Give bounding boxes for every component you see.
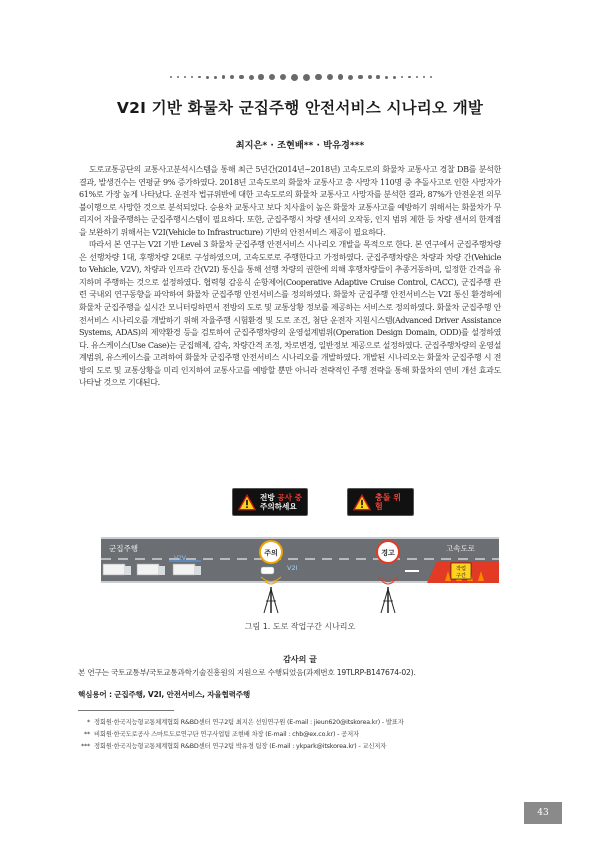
footnote-1-text: 정회원·한국지능형교통체계협회 R&BD센터 연구2팀 최지은 선임연구원 (E-mail : jieun620@itskorea.kr) - 발표자 bbox=[94, 719, 404, 726]
header-dot bbox=[222, 75, 226, 79]
header-dot bbox=[291, 74, 298, 81]
header-dot bbox=[416, 76, 418, 78]
header-dot bbox=[303, 74, 310, 81]
header-dot bbox=[315, 74, 322, 81]
header-dot bbox=[376, 75, 380, 79]
caution-bubble bbox=[260, 541, 282, 563]
vms-sign-construction bbox=[232, 488, 308, 516]
sign1-line1: 전방 bbox=[260, 492, 275, 502]
header-dot bbox=[214, 76, 217, 79]
paper-title: V2I 기반 화물차 군집주행 안전서비스 시나리오 개발 bbox=[116, 99, 484, 117]
header-dot bbox=[423, 76, 425, 78]
car-icon bbox=[261, 567, 274, 574]
abstract-body bbox=[79, 164, 501, 390]
footnote-2 bbox=[80, 729, 520, 738]
work-zone-label-2: 구간 bbox=[455, 573, 467, 579]
warning-triangle-icon bbox=[238, 494, 256, 511]
warning-bubble bbox=[377, 541, 399, 563]
header-dot bbox=[170, 76, 172, 78]
header-dot bbox=[191, 76, 194, 79]
acknowledgement-text: 본 연구는 국토교통부/국토교통과학기술진흥원의 지원으로 수행되었음(과제번호 19TLRP-B147674-02). bbox=[78, 668, 416, 677]
footnote-3-mark: *** bbox=[81, 743, 90, 750]
warning-triangle-icon bbox=[353, 494, 371, 511]
acknowledgement-title: 감사의 글 bbox=[283, 655, 317, 664]
header-dot bbox=[230, 75, 234, 79]
abstract-paragraph-2: 따라서 본 연구는 V2I 기반 Level 3 화물차 군집주행 안전서비스 시나리오 개발을 목적으로 한다. 본 연구에서 군집주행차량은 선행차량 1대, 후행차량 2대로 구성하였으며, 고속도로로 주행한다고 가정하였다. 군집주행차량은 차량과 차량 간(Vehicle to Vehicle, V2V), 차량과 인프라 간(V2I) 통신을 통해 선행 차량의 권한에 의해 후행차량들이 추종거동하며, 일정한 간격을 유지하며 주행하는 것으로 설정하였다. 협력형 감응식 순항제어(Cooperative Adaptive Cruise Control, CACC), 군집주행 관련 국내외 연구동향을 파악하여 화물차 군집주행 안전서비스를 정의하였다. 화물차 군집주행 안전서비스는 V2I 통신 환경하에 화물차 군집주행을 실시간 모니터링하면서 전방의 도로 및 교통상황 정보를 제공하는 서비스로 정의하였다. 화물차 군집주행 안전서비스 시나리오를 개발하기 위해 자율주행 시험환경 및 도로 조건, 첨단 운전자 지원시스템(Advanced Driver Assistance Systems, ADAS)의 제약환경 등을 검토하여 군집주행차량의 운영설계범위(Operation Design Domain, ODD)를 설정하였다. 유스케이스(Use Case)는 군집해제, 감속, 차량간격 조정, 차로변경, 일반정보 제공으로 설정하였다. 군집주행차량의 운영설계범위, 유스케이스를 고려하여 화물차 군집주행 안전서비스 시나리오를 개발하였다. 개발된 시나리오는 화물차 군집주행 시 전방의 도로 및 교통상황을 미리 인지하여 교통사고를 예방할 뿐만 아니라 전략적인 주행 전략을 통해 화물차의 연비 개선 효과도 나타날 것으로 기대된다. bbox=[79, 240, 501, 388]
author-list: 최지은* · 조현배** · 박유경*** bbox=[235, 140, 365, 151]
header-dot bbox=[198, 76, 201, 79]
header-dot bbox=[393, 76, 396, 79]
label-expressway: 고속도로 bbox=[446, 544, 475, 553]
page-number: 43 bbox=[524, 802, 562, 824]
header-dot bbox=[408, 76, 411, 79]
header-dot bbox=[401, 76, 404, 79]
header-dot bbox=[269, 74, 275, 80]
warning-label: 경고 bbox=[381, 549, 395, 557]
footnote-rule bbox=[78, 710, 174, 711]
header-dot bbox=[280, 74, 287, 81]
keywords: 핵심용어 : 군집주행, V2I, 안전서비스, 자율협력주행 bbox=[78, 690, 251, 699]
header-dot bbox=[177, 76, 179, 78]
header-dot bbox=[368, 75, 372, 79]
footnote-3 bbox=[80, 741, 520, 750]
header-dot bbox=[258, 74, 264, 80]
header-dot-row bbox=[170, 70, 432, 84]
work-zone-label-1: 작업 bbox=[455, 566, 467, 572]
sign1-line2: 주의하세요 bbox=[260, 502, 297, 511]
road-scenario-figure bbox=[101, 537, 499, 615]
caution-label: 주의 bbox=[264, 549, 278, 557]
header-dot bbox=[358, 75, 363, 80]
footnote-1 bbox=[80, 717, 520, 726]
footnote-2-mark: ** bbox=[84, 731, 90, 738]
vms-sign-collision bbox=[347, 488, 414, 516]
header-dot bbox=[385, 76, 388, 79]
header-dot bbox=[338, 74, 344, 80]
footnote-2-text: 비회원·한국도로공사 스마트도로연구단 연구사업팀 조현배 차장 (E-mail : chb@ex.co.kr) - 공저자 bbox=[94, 731, 359, 738]
header-dot bbox=[249, 75, 254, 80]
header-dot bbox=[327, 74, 333, 80]
road-edge-top bbox=[101, 537, 499, 539]
figure-caption: 그림 1. 도로 작업구간 시나리오 bbox=[244, 622, 356, 631]
abstract-paragraph-1: 도로교통공단의 교통사고분석시스템을 통해 최근 5년간(2014년~2018년) 고속도로의 화물차 교통사고 경찰 DB를 분석한 결과, 발생건수는 연평균 9% 증가하였다. 2018년 고속도로의 화물차 교통사고 총 사망자 110명 중 추돌사고로 인한 사망자가 61%로 가장 높게 나타났다. 운전자 법규위반에 대한 고속도로의 화물차 교통사고 사망자를 분석한 결과, 87%가 안전운전 의무 불이행으로 사망한 것으로 분석되었다. 승용차 교통사고 보다 치사율이 높은 화물차 교통사고를 예방하기 위해서는 화물차가 무리지어 자율주행하는 군집주행시스템이 필요하다. 또한, 군집주행시 차량 센서의 오작동, 인지 범위 제한 등 차량 센서의 한계점을 보완하기 위해서는 V2I(Vehicle to Infrastructure) 기반의 안전서비스 제공이 필요하다. bbox=[79, 165, 501, 237]
label-platooning: 군집주행 bbox=[109, 544, 138, 553]
header-dot bbox=[184, 76, 186, 78]
header-dot bbox=[430, 76, 432, 78]
vms-sign-row bbox=[0, 488, 600, 518]
header-dot bbox=[239, 75, 244, 80]
footnote-1-mark: * bbox=[87, 719, 90, 726]
sign2-text: 충돌 위험 bbox=[375, 492, 401, 511]
road-scenario-illustration bbox=[101, 537, 499, 615]
footnote-3-text: 정회원·한국지능형교통체계협회 R&BD센터 연구2팀 박유경 팀장 (E-mail : ykpark@itskorea.kr) - 교신저자 bbox=[94, 743, 387, 750]
header-dot bbox=[206, 76, 209, 79]
header-dot bbox=[348, 75, 353, 80]
sign1-line1-red: 공사 중 bbox=[277, 492, 302, 502]
v2v-label: V2V bbox=[174, 555, 187, 562]
v2i-label: V2I bbox=[287, 564, 298, 572]
